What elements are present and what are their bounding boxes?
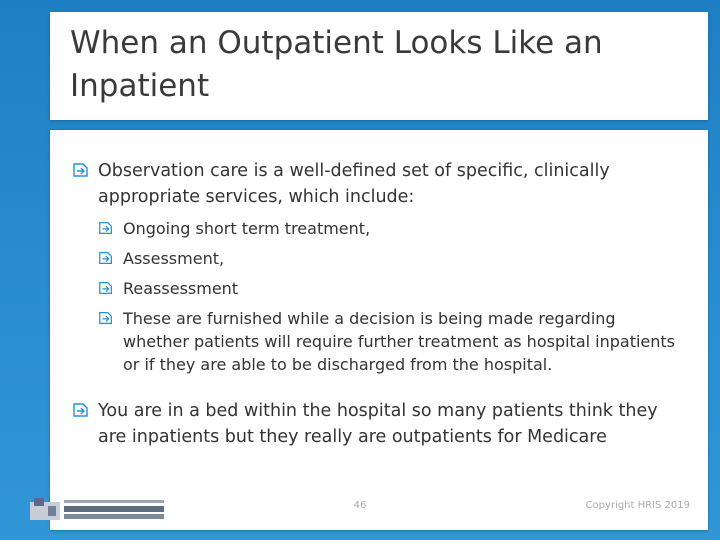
bullet-text: Observation care is a well-defined set of specific, clinically appropriate services, which include: (98, 161, 610, 207)
bullet-text: You are in a bed within the hospital so many patients think they are inpatients but they really are outpatients for Medicare (98, 401, 658, 447)
sub-bullet-1 (98, 217, 678, 240)
sub-bullet-text: Assessment, (123, 249, 225, 268)
bullet-2 (72, 398, 672, 450)
title-box (50, 12, 708, 120)
page-number: 46 (353, 500, 367, 511)
hris-logo (28, 494, 168, 522)
copyright-text: Copyright HRIS 2019 (585, 500, 690, 511)
page-arrow-icon (98, 310, 114, 326)
bullet-1 (72, 158, 672, 210)
page-arrow-icon (72, 161, 90, 179)
sub-bullet-text: These are furnished while a decision is being made regarding whether patients will require further treatment as hospital inpatients or if they are able to be discharged from the hospital. (123, 309, 676, 374)
slide-title: When an Outpatient Looks Like an Inpatient (70, 25, 603, 104)
page-arrow-icon (98, 280, 114, 296)
sub-bullet-text: Ongoing short term treatment, (123, 219, 371, 238)
content-box (50, 130, 708, 530)
sub-bullet-4 (98, 307, 678, 376)
sub-bullet-text: Reassessment (123, 279, 239, 298)
page-arrow-icon (98, 220, 114, 236)
sub-bullet-3 (98, 277, 678, 300)
page-arrow-icon (72, 401, 90, 419)
page-arrow-icon (98, 250, 114, 266)
sub-bullet-2 (98, 247, 678, 270)
